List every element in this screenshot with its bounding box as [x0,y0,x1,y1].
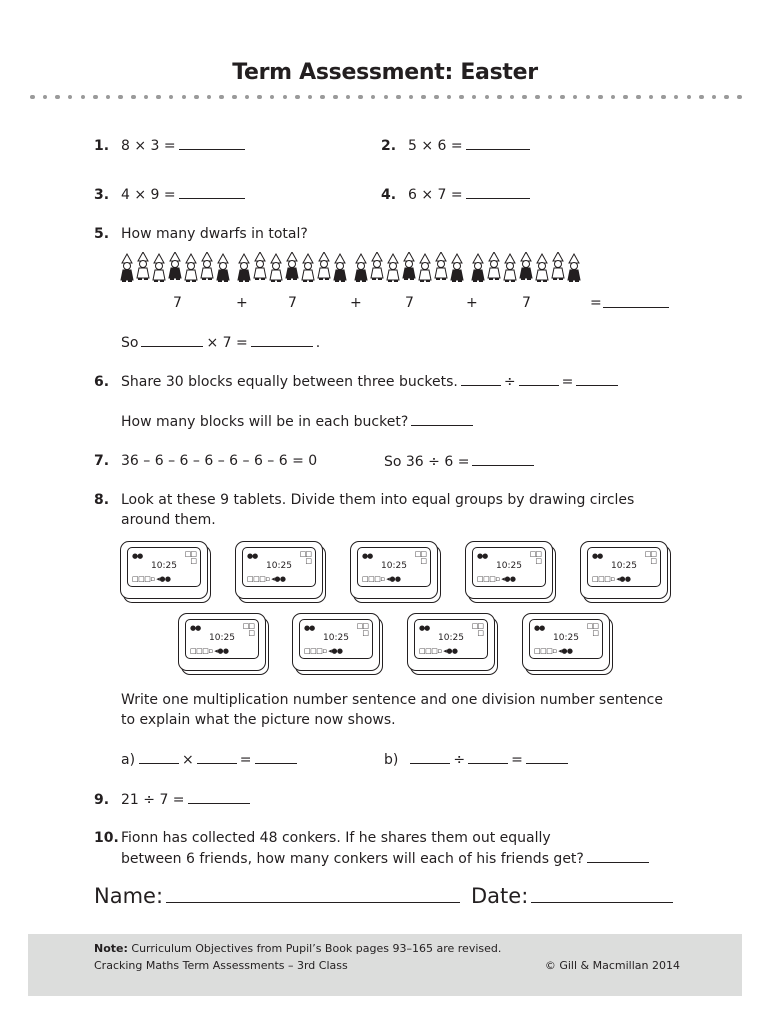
screen-controls-icon: □□□▫ ◂●● [592,575,631,583]
divider-dot [497,95,502,100]
question-5 [94,226,308,242]
dwarf-sum-row [0,295,770,315]
note-text: Curriculum Objectives from Pupil’s Book pages 93–165 are revised. [127,942,502,955]
footer-note [94,942,501,955]
screen-dots-icon: ●● [247,552,258,560]
question-8b [384,751,571,768]
tablet-body [522,613,610,671]
tablet-screen [242,547,316,587]
tablet-body [292,613,380,671]
sum-equals: = [590,295,602,311]
date-field [471,884,676,908]
tablet [235,541,327,603]
divider-dot [396,95,401,100]
tablet-screen [472,547,546,587]
dwarf-figure [137,252,149,279]
equals-sign: = [511,752,523,768]
answer-blank[interactable] [251,334,313,347]
so-label: So 36 ÷ 6 = [384,454,470,470]
tablet-screen [587,547,661,587]
question-text: Share 30 blocks equally between three buckets. [121,374,458,390]
divider-dot [257,95,262,100]
tablet [350,541,442,603]
screen-squares-icon: □□ □ [356,622,368,637]
screen-controls-icon: □□□▫ ◂●● [477,575,516,583]
tablet-body [407,613,495,671]
date-input-line[interactable] [531,884,673,903]
answer-blank[interactable] [188,791,250,804]
question-text: between 6 friends, how many conkers will each of his friends get? [121,851,584,867]
answer-blank[interactable] [141,334,203,347]
divider-dot [409,95,414,100]
dwarf-figure [371,252,383,279]
sum-term: 7 [522,295,531,311]
tablet-time: 10:25 [438,633,464,643]
tablet-body [120,541,208,599]
divider-dot [598,95,603,100]
footer-series: Cracking Maths Term Assessments – 3rd Class [94,959,348,972]
question-number: 4. [381,187,397,203]
divider-dot [283,95,288,100]
times-sign: × [182,752,194,768]
question-9 [94,791,253,808]
divider-dot [43,95,48,100]
divider-dot [472,95,477,100]
divider-dot [548,95,553,100]
question-7 [94,453,317,469]
tablet-time: 10:25 [151,561,177,571]
footer-copyright: © Gill & Macmillan 2014 [544,959,680,972]
question-text: 6 × 7 = [408,187,463,203]
tablet-time: 10:25 [611,561,637,571]
tablet-time: 10:25 [323,633,349,643]
dwarf-figure [153,254,165,281]
equals-sign: = [239,752,252,768]
tablet-time: 10:25 [553,633,579,643]
sum-plus: + [350,295,362,311]
answer-blank[interactable] [461,373,501,386]
divider-dot [320,95,325,100]
question-text: How many dwarfs in total? [121,226,308,242]
divider-dot [661,95,666,100]
answer-blank[interactable] [466,186,530,199]
question-text: 36 – 6 – 6 – 6 – 6 – 6 – 6 = 0 [121,453,318,469]
name-input-line[interactable] [166,884,460,903]
sum-term: 7 [173,295,182,311]
tablet-screen [127,547,201,587]
question-1 [94,137,248,154]
answer-blank[interactable] [466,137,530,150]
divider-dot [560,95,565,100]
screen-controls-icon: □□□▫ ◂●● [304,647,343,655]
divider-dot [358,95,363,100]
dwarf-figure [254,252,266,279]
sum-term: 7 [405,295,414,311]
tablet [292,613,384,675]
divider-dot [724,95,729,100]
question-text: to explain what the picture now shows. [121,712,396,728]
dwarf-figure [121,254,133,281]
divider-dot [737,95,742,100]
times-seven: × 7 = [206,335,248,351]
dwarf-figure [387,254,399,281]
period: . [315,335,321,351]
divider-dot [421,95,426,100]
divider-dot [586,95,591,100]
divider-dot [182,95,187,100]
question-6-sub [121,413,476,430]
divider-dot [118,95,123,100]
dwarf-figure [185,254,197,281]
dwarf-figure [419,254,431,281]
dwarf-figure [403,252,415,279]
screen-controls-icon: □□□▫ ◂●● [419,647,458,655]
answer-blank[interactable] [255,751,297,764]
date-label: Date: [471,884,529,908]
divider-dot [573,95,578,100]
question-number: 3. [94,187,110,203]
answer-blank[interactable] [179,137,245,150]
question-subtext: How many blocks will be in each bucket? [121,414,409,430]
question-10-line2 [121,850,652,867]
tablet-screen [529,619,603,659]
question-8-write1 [121,692,663,708]
question-text: 4 × 9 = [121,187,176,203]
answer-blank[interactable] [587,850,649,863]
question-number: 9. [94,792,110,808]
divider-dot [459,95,464,100]
question-7-so [384,453,537,470]
question-number: 1. [94,138,110,154]
so-label: So [121,335,139,351]
dwarf-figure [238,254,250,281]
dwarf-figure [552,252,564,279]
dwarf-figure [217,254,229,281]
divider-dot [712,95,717,100]
screen-squares-icon: □□ □ [586,622,598,637]
tablet [120,541,212,603]
name-field [94,884,463,908]
answer-blank[interactable] [576,373,618,386]
screen-dots-icon: ●● [304,624,315,632]
tablet-body [580,541,668,599]
dwarf-figure [318,252,330,279]
question-number: 5. [94,226,110,242]
tablet-screen [414,619,488,659]
divider-dot [144,95,149,100]
answer-blank[interactable] [411,413,473,426]
divide-sign: ÷ [503,374,516,390]
screen-dots-icon: ●● [132,552,143,560]
divider-dot [346,95,351,100]
answer-blank[interactable] [603,295,669,308]
question-text: Fionn has collected 48 conkers. If he shares them out equally [121,830,551,846]
screen-squares-icon: □□ □ [299,550,311,565]
divider-dot [55,95,60,100]
question-number: 2. [381,138,397,154]
dwarf-figure [355,254,367,281]
answer-blank[interactable] [468,751,508,764]
divider-dot [207,95,212,100]
part-label: b) [384,752,399,768]
footer-panel [28,934,742,996]
divider-dot [194,95,199,100]
answer-blank[interactable] [526,751,568,764]
divider-dot [308,95,313,100]
question-4 [381,186,533,203]
tablet-body [350,541,438,599]
screen-dots-icon: ●● [477,552,488,560]
tablet-time: 10:25 [496,561,522,571]
question-8-write2 [121,712,396,728]
divider-dot [485,95,490,100]
divider-dot [93,95,98,100]
screen-dots-icon: ●● [534,624,545,632]
screen-squares-icon: □□ □ [529,550,541,565]
divider-dot [371,95,376,100]
dotted-divider [30,93,742,101]
tablet [407,613,499,675]
question-6 [94,373,621,390]
question-text: around them. [121,512,216,528]
dwarf-figure [488,252,500,279]
name-label: Name: [94,884,164,908]
dwarf-figure [504,254,516,281]
screen-dots-icon: ●● [419,624,430,632]
dwarf-figure [169,252,181,279]
divider-dot [636,95,641,100]
divider-dot [535,95,540,100]
divider-dot [295,95,300,100]
tablet-body [235,541,323,599]
tablet-screen [185,619,259,659]
divider-dot [81,95,86,100]
screen-controls-icon: □□□▫ ◂●● [534,647,573,655]
dwarf-figure [435,252,447,279]
divider-dot [510,95,515,100]
screen-squares-icon: □□ □ [242,622,254,637]
divider-dot [156,95,161,100]
divider-dot [333,95,338,100]
answer-blank[interactable] [519,373,559,386]
dwarf-figure [270,254,282,281]
question-number: 8. [94,492,110,508]
divide-sign: ÷ [453,752,466,768]
screen-controls-icon: □□□▫ ◂●● [132,575,171,583]
divider-dot [245,95,250,100]
question-10 [94,830,551,846]
divider-dot [30,95,35,100]
screen-squares-icon: □□ □ [471,622,483,637]
question-text: 8 × 3 = [121,138,176,154]
dwarfs-illustration [118,252,588,284]
question-3 [94,186,248,203]
tablet [178,613,270,675]
answer-blank[interactable] [139,751,179,764]
divider-dot [674,95,679,100]
divider-dot [623,95,628,100]
question-text: 21 ÷ 7 = [121,792,185,808]
tablet [465,541,557,603]
sum-plus: + [236,295,248,311]
divider-dot [232,95,237,100]
screen-controls-icon: □□□▫ ◂●● [362,575,401,583]
tablet-time: 10:25 [381,561,407,571]
screen-controls-icon: □□□▫ ◂●● [247,575,286,583]
question-8 [94,492,634,508]
question-text: Look at these 9 tablets. Divide them into equal groups by drawing circles [121,492,635,508]
divider-dot [522,95,527,100]
tablet [580,541,672,603]
divider-dot [699,95,704,100]
divider-dot [434,95,439,100]
question-text: 5 × 6 = [408,138,463,154]
divider-dot [649,95,654,100]
part-label: a) [121,752,136,768]
question-8a [121,751,300,768]
page-title: Term Assessment: Easter [232,60,538,85]
answer-blank[interactable] [410,751,450,764]
tablet-time: 10:25 [209,633,235,643]
question-number: 10. [94,830,119,846]
sum-term: 7 [288,295,297,311]
screen-dots-icon: ●● [362,552,373,560]
sum-plus: + [466,295,478,311]
question-number: 7. [94,453,110,469]
answer-blank[interactable] [179,186,245,199]
screen-controls-icon: □□□▫ ◂●● [190,647,229,655]
screen-squares-icon: □□ □ [644,550,656,565]
divider-dot [447,95,452,100]
screen-dots-icon: ●● [592,552,603,560]
divider-dot [131,95,136,100]
divider-dot [106,95,111,100]
dwarf-figure [520,252,532,279]
dwarf-figure [451,254,463,281]
divider-dot [68,95,73,100]
divider-dot [270,95,275,100]
tablet-screen [299,619,373,659]
divider-dot [169,95,174,100]
tablet-body [465,541,553,599]
tablet-time: 10:25 [266,561,292,571]
dwarf-figure [472,254,484,281]
dwarf-figure [201,252,213,279]
tablet-screen [357,547,431,587]
equals-sign: = [561,374,574,390]
question-2 [381,137,533,154]
dwarf-figure [286,252,298,279]
question-5-so [121,334,320,351]
answer-blank[interactable] [472,453,534,466]
note-label: Note: [94,942,128,955]
answer-blank[interactable] [197,751,237,764]
question-number: 6. [94,374,110,390]
divider-dot [611,95,616,100]
divider-dot [687,95,692,100]
divider-dot [219,95,224,100]
dwarf-figure [302,254,314,281]
screen-squares-icon: □□ □ [414,550,426,565]
dwarf-figure [536,254,548,281]
tablet [522,613,614,675]
dwarf-figure [334,254,346,281]
screen-dots-icon: ●● [190,624,201,632]
tablet-body [178,613,266,671]
question-8-line2 [121,512,216,528]
screen-squares-icon: □□ □ [184,550,196,565]
question-text: Write one multiplication number sentence and one division number sentence [121,692,663,708]
divider-dot [384,95,389,100]
dwarf-figure [568,254,580,281]
